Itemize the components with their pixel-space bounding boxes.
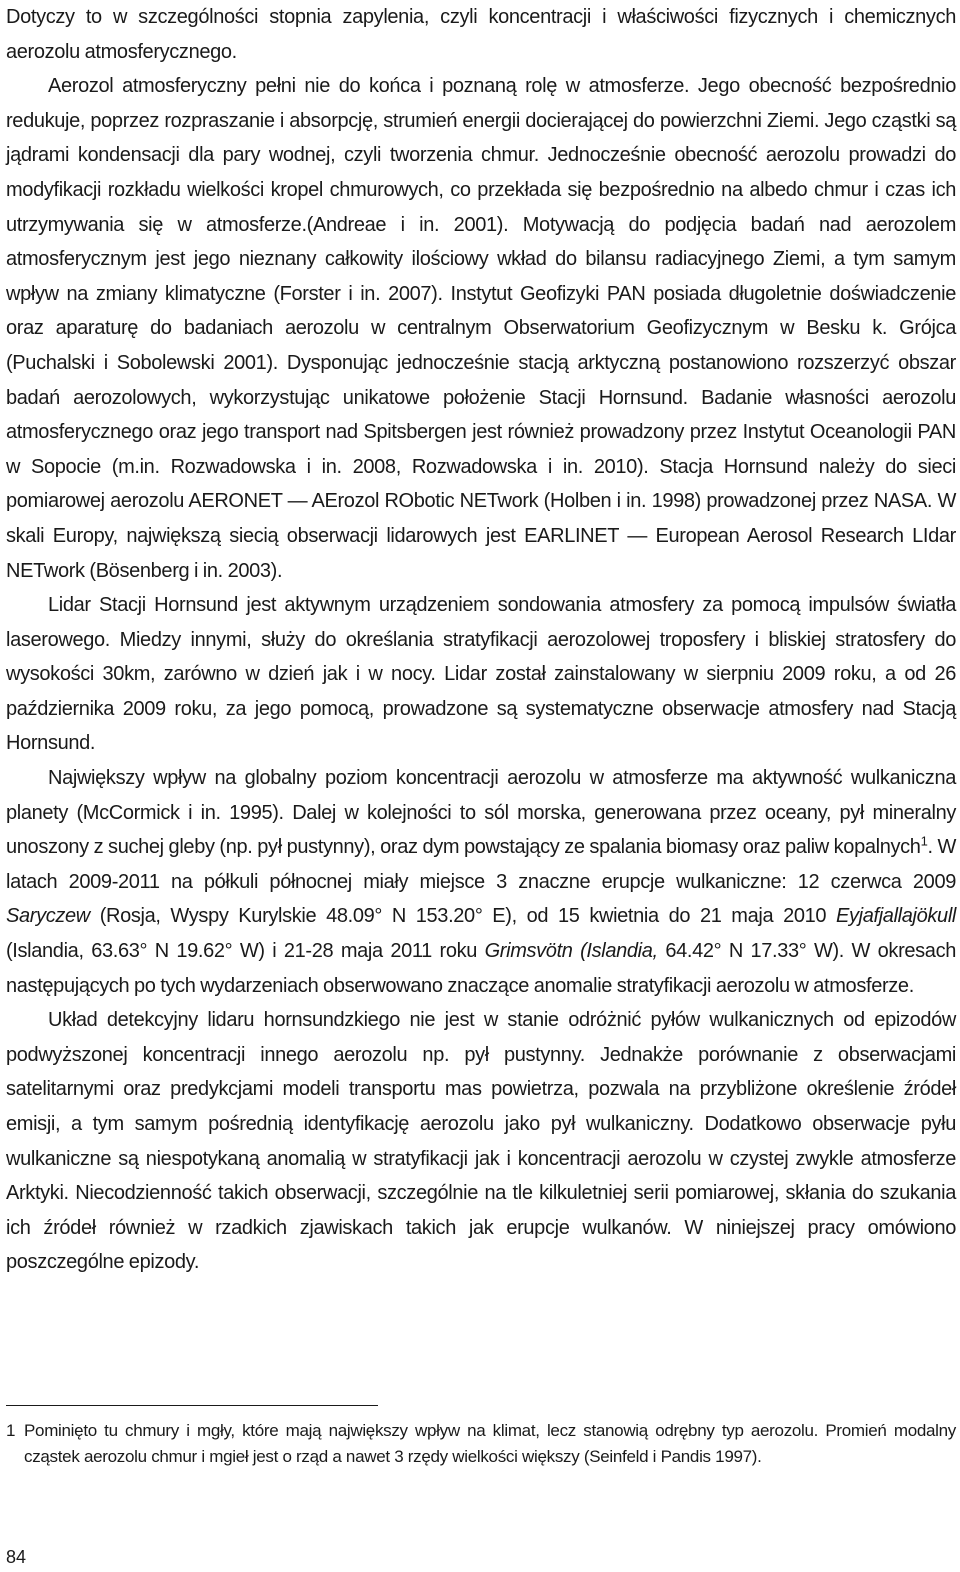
footnote-text: Pominięto tu chmury i mgły, które mają największy wpływ na klimat, lecz stanowią odrębny typ aerozolu. Promień modalny cząstek aerozolu chmur i mgieł jest o rząd a nawet 3 rzędy wielkości większy (Seinfeld i Pandis 1997). [24, 1421, 956, 1466]
paragraph-3: Lidar Stacji Hornsund jest aktywnym urządzeniem sondowania atmosfery za pomocą impulsów światła laserowego. Miedzy innymi, służy do określania stratyfikacji aerozolowej troposfery i bliskiej stratosfery do wysokości 30km, zarówno w dzień jak i w nocy. Lidar został zainstalowany w sierpniu 2009 roku, a od 26 października 2009 roku, za jego pomocą, prowadzone są systematyczne obserwacje atmosfery nad Stacją Hornsund. [6, 594, 956, 755]
paragraph-4-part-e: 64.42° N 17.33° W). W okresach następujących po tych wydarzeniach obserwowano znaczące anomalie stratyfikacji aerozolu w atmosferze. [6, 940, 956, 997]
footnote-reference: 1 [920, 833, 928, 849]
volcano-name-grimsvotn: Grimsvötn (Islandia, [484, 940, 658, 963]
paragraph-4 [6, 761, 956, 1003]
footnote-divider [6, 1405, 378, 1406]
paragraph-2: Aerozol atmosferyczny pełni nie do końca i poznaną rolę w atmosferze. Jego obecność bezpośrednio redukuje, poprzez rozpraszanie i absorpcję, strumień energii docierającej do powierzchni Ziemi. Jego cząstki są jądrami kondensacji dla pary wodnej, czyli tworzenia chmur. Jednocześnie obecność aerozolu prowadzi do modyfikacji rozkładu wielkości kropel chmurowych, co przekłada się bezpośrednio na albedo chmur i czas ich utrzymywania się w atmosferze.(Andreae i in. 2001). Motywacją do podjęcia badań nad aerozolem atmosferycznym jest jego nieznany całkowity ilościowy wkład do bilansu radiacyjnego Ziemi, a tym samym wpływ na zmiany klimatyczne (Forster i in. 2007). Instytut Geofizyki PAN posiada długoletnie doświadczenie oraz aparaturę do badaniach aerozolu w centralnym Obserwatorium Geofizycznym w Besku k. Grójca (Puchalski i Sobolewski 2001). Dysponując jednocześnie stacją arktyczną postanowiono rozszerzyć obszar badań aerozolowych, wykorzystując unikatowe położenie Stacji Hornsund. Badanie własności aerozolu atmosferycznego oraz jego transport nad Spitsbergen jest również prowadzony przez Instytut Oceanologii PAN w Sopocie (m.in. Rozwadowska i in. 2008, Rozwadowska i in. 2010). Stacja Hornsund należy do sieci pomiarowej aerozolu AERONET — AErozol RObotic NETwork (Holben i in. 1998) prowadzonej przez NASA. W skali Europy, największą siecią obserwacji lidarowych jest EARLINET — European Aerosol Research LIdar NETwork (Bösenberg i in. 2003). [6, 75, 956, 582]
paragraph-4-part-c: (Rosja, Wyspy Kurylskie 48.09° N 153.20° E), od 15 kwietnia do 21 maja 2010 [89, 905, 836, 928]
footnote [6, 1418, 956, 1470]
page-number: 84 [6, 1547, 27, 1567]
volcano-name-sarychev: Saryczew [6, 905, 90, 928]
paragraph-4-part-a: Największy wpływ na globalny poziom koncentracji aerozolu w atmosferze ma aktywność wulkaniczna planety (McCormick i in. 1995). Dalej w kolejności to sól morska, generowana przez oceany, pył mineralny unoszony z suchej gleby (np. pył pustynny), oraz dym powstający ze spalania biomasy oraz paliw kopalnych [6, 767, 956, 859]
paragraph-1: Dotyczy to w szczególności stopnia zapylenia, czyli koncentracji i właściwości fizycznych i chemicznych aerozolu atmosferycznego. [6, 6, 956, 63]
footnote-mark: 1 [6, 1421, 16, 1440]
article-text [6, 0, 956, 1280]
paragraph-4-part-b: . W latach 2009-2011 na półkuli północnej miały miejsce 3 znaczne erupcje wulkaniczne: 12 czerwca 2009 [6, 836, 956, 893]
paragraph-4-part-d: (Islandia, 63.63° N 19.62° W) i 21-28 maja 2011 roku [6, 940, 485, 963]
volcano-name-eyjafjallajokull: Eyjafjallajökull [835, 905, 956, 928]
paragraph-5: Układ detekcyjny lidaru hornsundzkiego nie jest w stanie odróżnić pyłów wulkanicznych od epizodów podwyższonej koncentracji innego aerozolu np. pył pustynny. Jednakże porównanie z obserwacjami satelitarnymi oraz predykcjami modeli transportu mas powietrza, pozwala na przybliżone określenie źródeł emisji, a tym samym pośrednią identyfikację aerozolu jako pył wulkaniczny. Dodatkowo obserwacje pyłu wulkaniczne są niespotykaną anomalią w stratyfikacji jak i koncentracji aerozolu w czystej zwykle atmosferze Arktyki. Niecodzienność takich obserwacji, szczególnie na tle kilkuletniej serii pomiarowej, skłania do szukania ich źródeł również w rzadkich zjawiskach takich jak erupcje wulkanów. W niniejszej pracy omówiono poszczególne epizody. [6, 1009, 956, 1274]
page-body [6, 0, 956, 1280]
